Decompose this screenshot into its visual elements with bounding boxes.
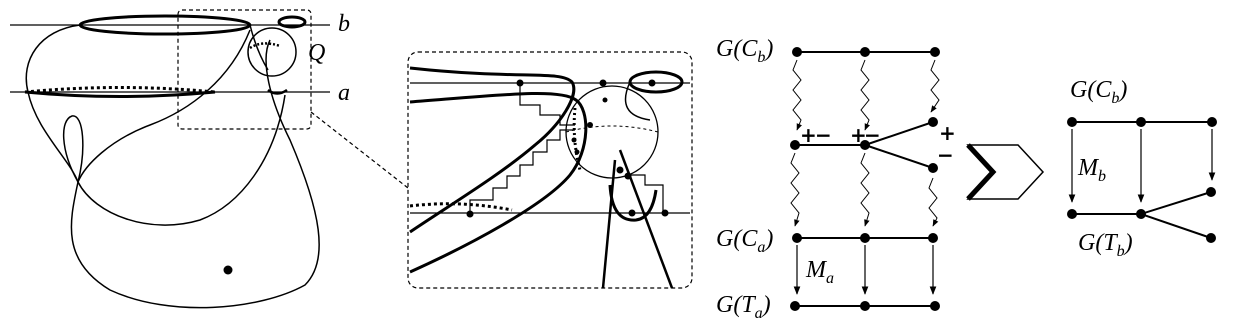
zoom-connector [311,112,408,188]
graph-cb-label: $G(C_b)$ [716,36,774,66]
sign-minus-3: − [937,143,954,167]
result-cb-label: $G(C_b)$ [1070,77,1128,107]
graph-panel [716,36,956,322]
sign-plus-1: + [800,123,817,147]
small-handle-top [279,17,305,27]
mid-edge-down [865,145,933,168]
surface-panel [10,10,408,308]
middle-ellipse-back [25,88,215,93]
zoom-panel [408,52,692,288]
detail-dotted-arc [410,204,512,210]
sign-minus-2: − [864,123,881,147]
graph-ta-label: $G(T_a)$ [716,292,771,322]
middle-ellipse-front [25,92,215,97]
line-a-label: a [338,80,350,106]
region-q-dotted [250,43,280,48]
marked-point [224,266,233,275]
detail-sphere-equator [566,126,658,132]
detail-top-handle [630,72,682,92]
detail-strand-1 [603,160,615,288]
result-edge-down [1141,214,1211,238]
region-q-circle [248,28,296,76]
sign-plus-3: + [939,121,956,145]
graph-ma-label: $M_a$ [806,257,834,287]
result-mb-label: $M_b$ [1078,155,1106,185]
result-edge-up [1141,192,1211,214]
surface-loop [64,116,83,182]
graph-ca-label: $G(C_a)$ [716,226,774,256]
region-q-label: Q [308,40,326,66]
sign-plus-2: + [850,123,867,147]
line-b-label: b [338,11,350,37]
transition-arrow [968,145,1043,199]
detail-staircase [470,130,575,214]
sign-minus-1: − [815,123,832,147]
detail-path-top [520,83,575,125]
result-panel [1067,77,1217,260]
result-tb-label: $G(T_b)$ [1078,230,1133,260]
surface-inner-sheet [78,30,285,225]
